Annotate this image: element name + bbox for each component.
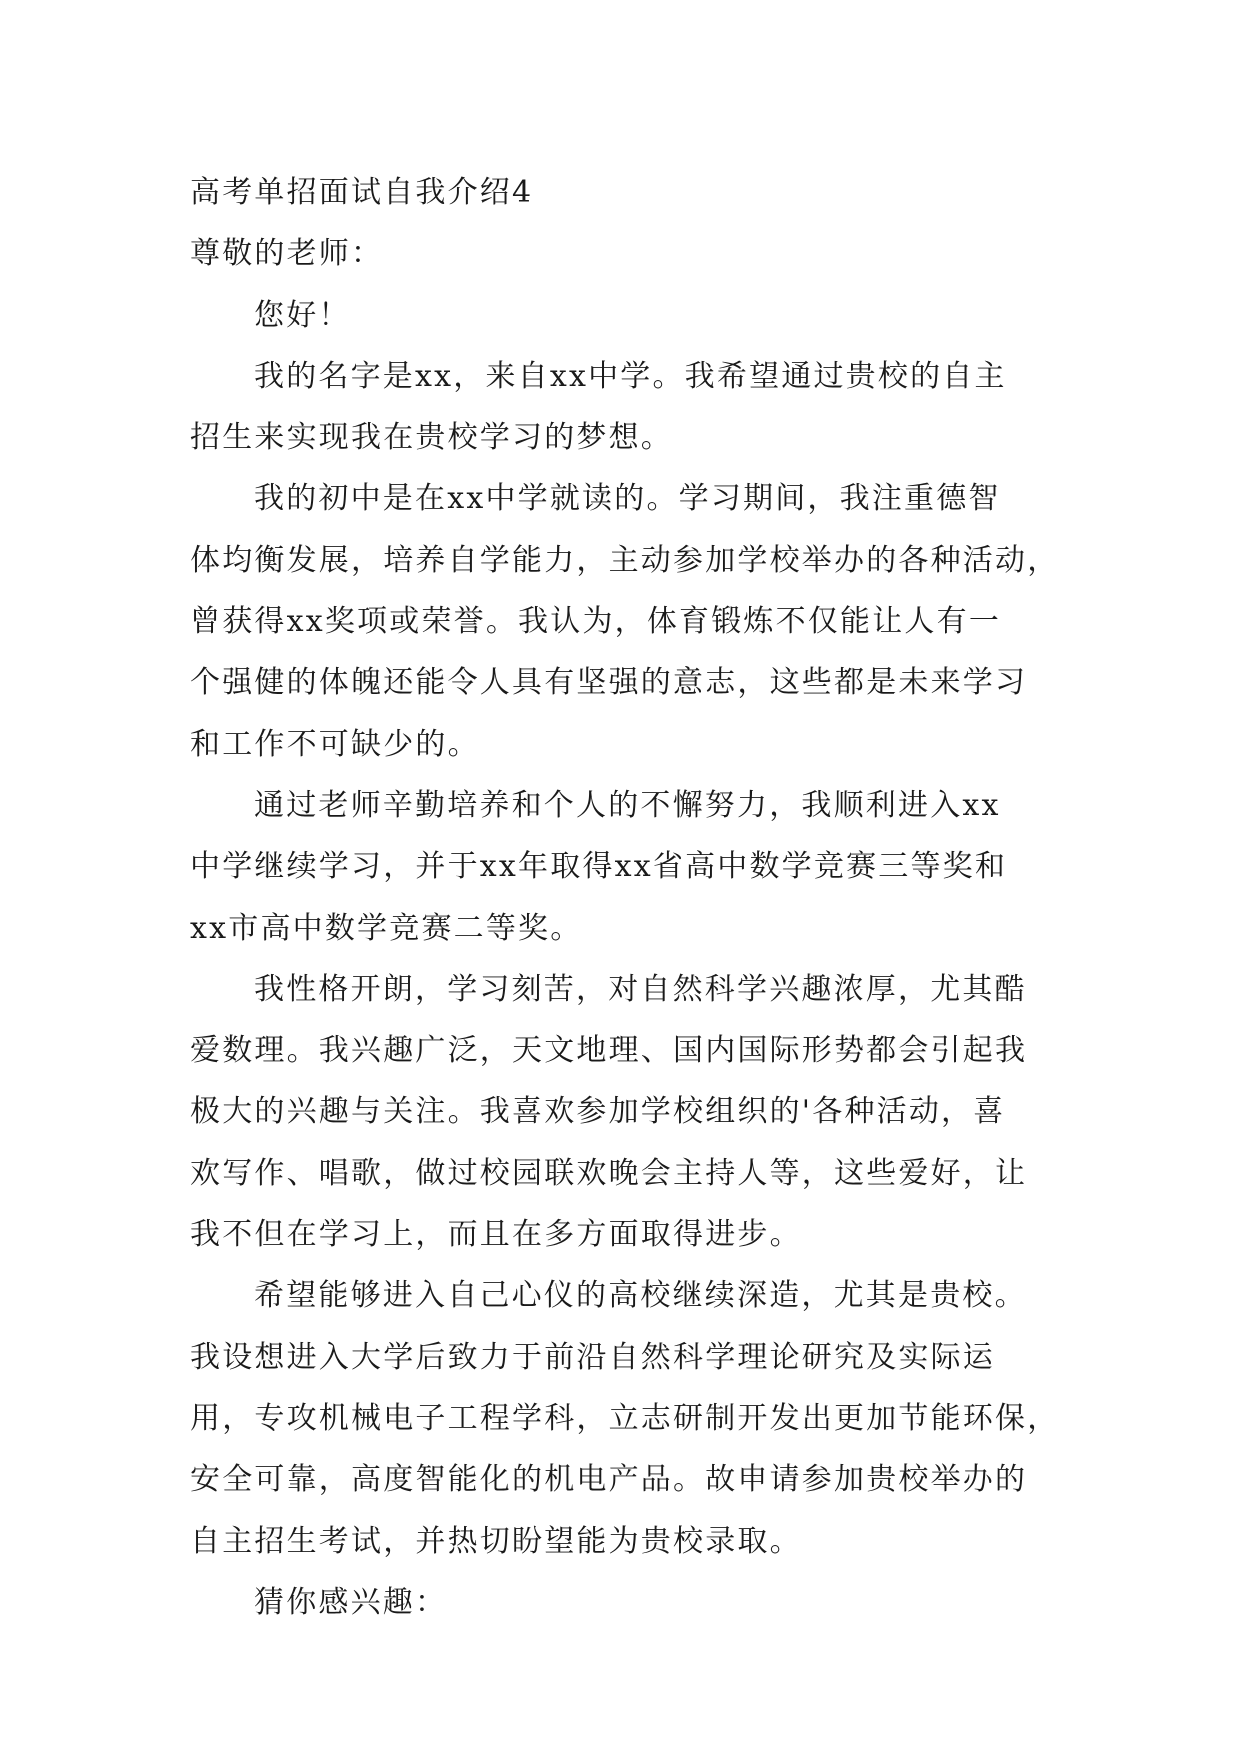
paragraph-line: 招生来实现我在贵校学习的梦想。	[190, 420, 673, 456]
paragraph-line: 和工作不可缺少的。	[190, 726, 480, 762]
document-body	[190, 162, 1060, 1633]
paragraph-line: 体均衡发展，培养自学能力，主动参加学校举办的各种活动，	[190, 542, 1060, 578]
paragraph-1	[190, 346, 1060, 469]
paragraph-line: 欢写作、唱歌，做过校园联欢晚会主持人等，这些爱好，让	[190, 1155, 1028, 1191]
paragraph-5	[190, 1265, 1060, 1571]
paragraph-line: 中学继续学习，并于xx年取得xx省高中数学竞赛三等奖和	[190, 849, 1008, 885]
greeting: 您好！	[254, 297, 351, 333]
paragraph-line: 爱数理。我兴趣广泛，天文地理、国内国际形势都会引起我	[190, 1033, 1028, 1069]
paragraph-line: xx市高中数学竞赛二等奖。	[190, 910, 583, 946]
document-title: 高考单招面试自我介绍4	[190, 175, 534, 210]
paragraph-4	[190, 959, 1060, 1265]
paragraph-line: 我不但在学习上，而且在多方面取得进步。	[190, 1217, 802, 1253]
paragraph-line: 极大的兴趣与关注。我喜欢参加学校组织的'各种活动，喜	[190, 1094, 1006, 1130]
paragraph-line: 曾获得xx奖项或荣誉。我认为，体育锻炼不仅能让人有一	[190, 604, 1002, 640]
paragraph-line: 我的名字是xx，来自xx中学。我希望通过贵校的自主	[254, 358, 1007, 394]
paragraph-line: 我设想进入大学后致力于前沿自然科学理论研究及实际运	[190, 1339, 995, 1375]
paragraph-3	[190, 775, 1060, 959]
paragraph-line: 我的初中是在xx中学就读的。学习期间，我注重德智	[254, 481, 1001, 517]
paragraph-line: 自主招生考试，并热切盼望能为贵校录取。	[190, 1523, 802, 1559]
closing-line: 猜你感兴趣：	[254, 1584, 448, 1620]
paragraph-line: 安全可靠，高度智能化的机电产品。故申请参加贵校举办的	[190, 1462, 1028, 1498]
paragraph-2	[190, 468, 1060, 774]
paragraph-line: 用，专攻机械电子工程学科，立志研制开发出更加节能环保，	[190, 1400, 1060, 1436]
paragraph-line: 希望能够进入自己心仪的高校继续深造，尤其是贵校。	[254, 1278, 1027, 1314]
paragraph-line: 我性格开朗，学习刻苦，对自然科学兴趣浓厚，尤其酷	[254, 971, 1027, 1007]
paragraph-line: 通过老师辛勤培养和个人的不懈努力，我顺利进入xx	[254, 787, 1001, 823]
salutation: 尊敬的老师：	[190, 236, 384, 272]
paragraph-line: 个强健的体魄还能令人具有坚强的意志，这些都是未来学习	[190, 665, 1028, 701]
